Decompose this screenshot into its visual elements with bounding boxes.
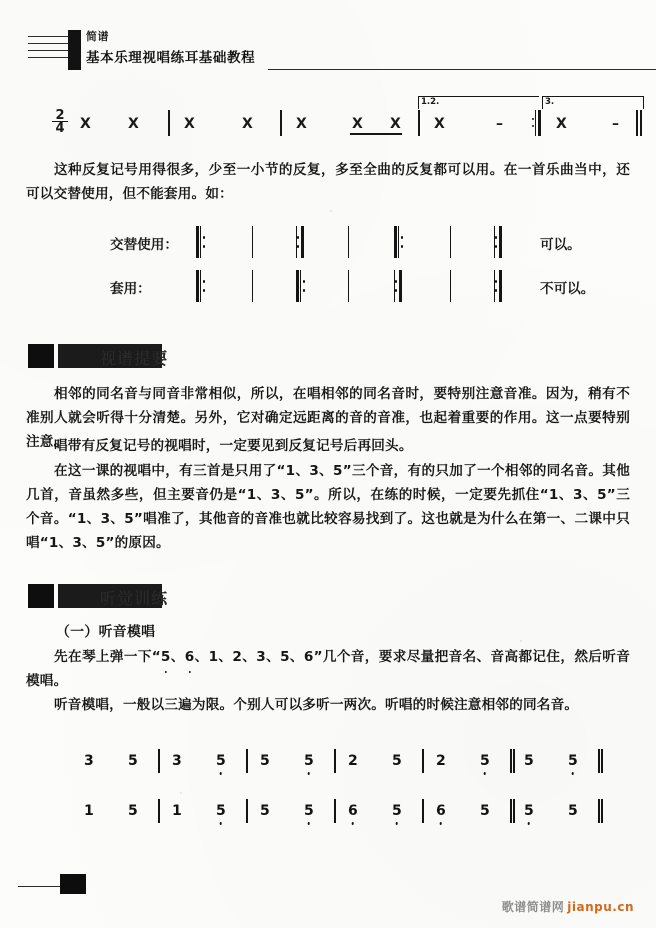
notation-note: 5 — [260, 753, 270, 769]
header-underline — [268, 69, 656, 70]
notation-note: 5 — [304, 753, 314, 769]
rhythm-beat: X — [80, 116, 91, 132]
notation-note: 5 — [524, 803, 534, 819]
page-header — [28, 28, 628, 74]
watermark-domain: jianpu.cn — [567, 900, 634, 914]
notation-note: 6 — [436, 803, 446, 819]
paragraph-repeat-sightsinging: 唱带有反复记号的视唱时，一定要见到反复记号后再回头。 — [54, 438, 413, 454]
octave-low-dot — [308, 772, 311, 775]
pitch-separator: 、 — [218, 649, 233, 665]
octave-low-dot — [528, 822, 531, 825]
rhythm-rest-dash: – — [496, 116, 503, 132]
rhythm-example-staff — [52, 97, 632, 152]
pitch-number: 6 — [303, 649, 314, 665]
double-barline — [510, 799, 515, 823]
notation-note: 5 — [568, 753, 578, 769]
pitch-number: 3 — [256, 649, 266, 665]
time-signature-denominator: 4 — [52, 121, 68, 134]
octave-low-dot — [308, 822, 311, 825]
notation-note: 5 — [392, 753, 402, 769]
example-alternating-result: 可以。 — [540, 237, 581, 253]
barline — [246, 749, 248, 773]
barline — [348, 270, 349, 302]
header-series-label: 简谱 — [86, 30, 109, 43]
barline — [158, 799, 160, 823]
barline — [168, 110, 170, 136]
final-barline — [598, 799, 603, 823]
rhythm-beat: X — [352, 116, 363, 132]
example-nested-result: 不可以。 — [540, 281, 595, 297]
paper-speck — [520, 640, 522, 642]
notation-note: 5 — [480, 803, 490, 819]
notation-note: 2 — [348, 753, 358, 769]
repeat-end-sign — [494, 270, 503, 302]
pitch-separator: 、 — [265, 649, 281, 665]
notation-note: 5 — [568, 803, 578, 819]
volta-label: 1.2. — [421, 97, 440, 107]
rhythm-beat: X — [242, 116, 253, 132]
pitch-number: 5 — [161, 645, 171, 669]
notation-note: 5 — [260, 803, 270, 819]
volta-bracket-2 — [542, 96, 644, 109]
barline — [422, 749, 424, 773]
volta-bracket-1 — [418, 96, 539, 109]
time-signature — [52, 110, 68, 134]
barline — [418, 110, 420, 136]
header-book-title: 基本乐理视唱练耳基础教程 — [86, 50, 256, 66]
barline — [450, 226, 451, 258]
repeat-start-sign — [196, 226, 205, 258]
barline — [252, 270, 253, 302]
barline — [334, 749, 336, 773]
barline — [450, 270, 451, 302]
octave-low-dot — [220, 822, 223, 825]
octave-low-dot — [572, 772, 575, 775]
pitch-separator: 、 — [289, 649, 304, 665]
notation-note: 5 — [480, 753, 490, 769]
section-marker-block — [28, 584, 54, 608]
section-heading-text: 视谱提要 — [100, 349, 169, 368]
notation-note: 5 — [128, 803, 138, 819]
rhythm-rest-dash: – — [612, 116, 619, 132]
final-barline — [636, 110, 642, 136]
example-alternating-repeats — [110, 226, 581, 260]
rhythm-beat: X — [390, 116, 401, 132]
paragraph-adjacent-pitch: 相邻的同名音与同音非常相似，所以，在唱相邻的同名音时，要特别注意音准。因为，稍有不准别人就会听得十分清楚。另外，它对确定远距离的音的音准，也起着重要的作用。这一点要特别注意。 — [26, 386, 630, 450]
notation-note: 1 — [84, 803, 94, 819]
pitch-number: 5 — [280, 649, 290, 665]
rhythm-beat: X — [128, 116, 139, 132]
octave-low-dot — [396, 822, 399, 825]
barline — [158, 749, 160, 773]
pitch-number: 2 — [232, 649, 243, 665]
repeat-end-sign — [532, 110, 541, 136]
watermark — [502, 898, 634, 915]
paragraph-piano-prefix: 先在琴上弹一下“ — [54, 649, 161, 665]
octave-low-dot — [220, 772, 223, 775]
section-heading-text: 听觉训练 — [100, 589, 169, 608]
subhead-listen-and-sing: （一）听音模唱 — [56, 624, 156, 640]
pitch-separator: 、 — [194, 649, 209, 665]
notation-row — [60, 795, 620, 835]
volta-label: 3. — [545, 97, 555, 107]
repeat-end-sign — [296, 226, 305, 258]
section-heading-sight-reading — [28, 344, 248, 370]
notation-note: 5 — [392, 803, 402, 819]
notation-row — [60, 745, 620, 785]
beam-line — [350, 133, 402, 135]
notation-note: 5 — [128, 753, 138, 769]
paragraph-listen-limit: 听音模唱，一般以三遍为限。个别人可以多听一两次。听唱的时候注意相邻的同名音。 — [54, 697, 579, 713]
barline — [252, 226, 253, 258]
section-heading-aural-training — [28, 584, 248, 610]
example-nested-label: 套用： — [110, 281, 151, 297]
octave-low-dot — [484, 772, 487, 775]
pitch-list-inline — [161, 649, 314, 665]
octave-low-dot — [440, 822, 443, 825]
barline — [422, 799, 424, 823]
notation-note: 3 — [172, 753, 182, 769]
final-barline — [598, 749, 603, 773]
rhythm-beat: X — [296, 116, 307, 132]
pitch-number: 6 — [185, 645, 195, 669]
pitch-number: 1 — [208, 649, 219, 665]
example-alternating-label: 交替使用： — [110, 237, 178, 253]
paragraph-piano-pitches — [26, 645, 630, 693]
paragraph-135-explanation: 在这一课的视唱中，有三首是只用了“1、3、5”三个音，有的只加了一个相邻的同名音。其他几首，音虽然多些，但主要音仍是“1、3、5”。所以，在练的时候，一定要先抓住“1、3、5”三个音。“1、3、5”唱准了，其他音的音准也就比较容易找到了。这也就是为什么在第一、二课中只唱“1、3、5”的原因。 — [26, 463, 630, 551]
octave-low-dot — [352, 822, 355, 825]
paper-speck — [330, 210, 332, 212]
repeat-end-sign — [494, 226, 503, 258]
repeat-start-sign — [394, 226, 403, 258]
barline — [246, 799, 248, 823]
footer-rule — [18, 886, 64, 887]
notation-note: 5 — [304, 803, 314, 819]
notation-note: 2 — [436, 753, 446, 769]
notation-note: 3 — [84, 753, 94, 769]
barline — [280, 110, 282, 136]
barline — [348, 226, 349, 258]
example-nested-repeats — [110, 270, 595, 304]
time-signature-numerator: 2 — [55, 108, 65, 123]
notation-note: 1 — [172, 803, 182, 819]
rhythm-beat: X — [184, 116, 195, 132]
footer-page-block — [60, 874, 86, 894]
notation-note: 5 — [216, 753, 226, 769]
notation-note: 5 — [524, 753, 534, 769]
repeat-end-sign — [394, 270, 403, 302]
repeat-start-sign — [296, 270, 305, 302]
rhythm-beat: X — [434, 116, 445, 132]
rhythm-beat: X — [556, 116, 567, 132]
notation-note: 5 — [216, 803, 226, 819]
double-barline — [510, 749, 515, 773]
paragraph-repeat-usage: 这种反复记号用得很多，少至一小节的反复，多至全曲的反复都可以用。在一首乐曲当中，还可以交替使用，但不能套用。如： — [26, 162, 630, 202]
pitch-separator: 、 — [242, 649, 257, 665]
watermark-text: 歌谱简谱网 — [501, 900, 565, 914]
repeat-start-sign — [196, 270, 205, 302]
barline — [334, 799, 336, 823]
paper-speck — [180, 792, 182, 794]
paragraph-piano-suffix: ”几个音，要求尽量把音名、音高都记住，然后听音模唱。 — [26, 649, 631, 689]
pitch-separator: 、 — [170, 649, 185, 665]
header-black-block — [68, 30, 81, 70]
section-marker-block — [28, 344, 54, 368]
notation-note: 6 — [348, 803, 358, 819]
